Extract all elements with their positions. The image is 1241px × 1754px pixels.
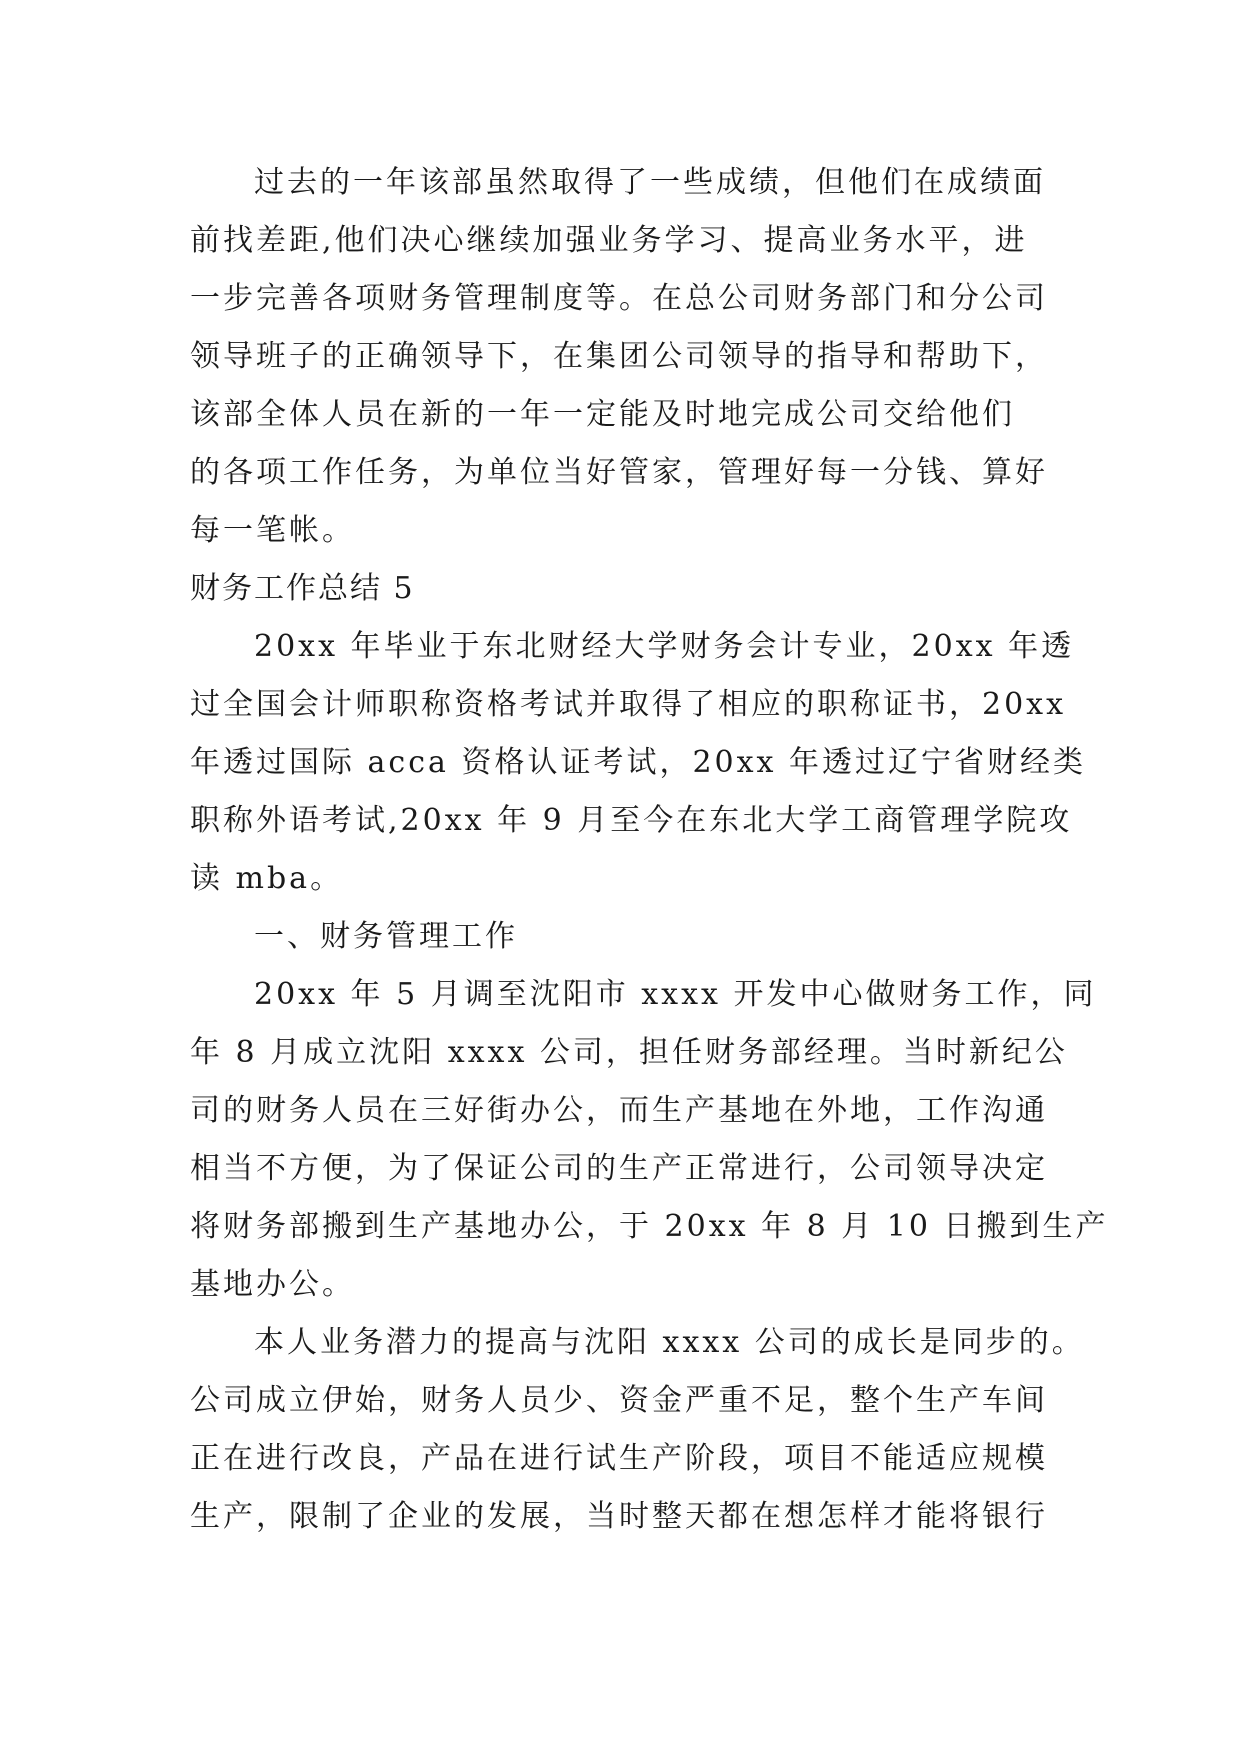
text-line: 20xx 年毕业于东北财经大学财务会计专业，20xx 年透 [254, 629, 1075, 664]
text-line: 一、财务管理工作 [254, 919, 518, 954]
text-line: 过全国会计师职称资格考试并取得了相应的职称证书，20xx [190, 687, 1067, 722]
section-heading: 财务工作总结 5 [190, 571, 415, 606]
text-line: 读 mba。 [190, 861, 344, 896]
document-body [190, 154, 1109, 1546]
text-line: 20xx 年 5 月调至沈阳市 xxxx 开发中心做财务工作，同 [254, 977, 1097, 1012]
text-line: 职称外语考试,20xx 年 9 月至今在东北大学工商管理学院攻 [190, 803, 1073, 838]
text-line: 正在进行改良，产品在进行试生产阶段，项目不能适应规模 [190, 1441, 1048, 1476]
text-line: 领导班子的正确领导下，在集团公司领导的指导和帮助下， [190, 339, 1048, 374]
text-line: 过去的一年该部虽然取得了一些成绩，但他们在成绩面 [254, 165, 1046, 200]
text-line: 前找差距,他们决心继续加强业务学习、提高业务水平，进 [190, 223, 1028, 258]
text-line: 本人业务潜力的提高与沈阳 xxxx 公司的成长是同步的。 [254, 1325, 1085, 1360]
text-line: 司的财务人员在三好街办公，而生产基地在外地，工作沟通 [190, 1093, 1048, 1128]
text-line: 年 8 月成立沈阳 xxxx 公司，担任财务部经理。当时新纪公 [190, 1035, 1068, 1070]
text-line: 公司成立伊始，财务人员少、资金严重不足，整个生产车间 [190, 1383, 1048, 1418]
text-line: 将财务部搬到生产基地办公，于 20xx 年 8 月 10 日搬到生产 [190, 1209, 1109, 1244]
text-line: 的各项工作任务，为单位当好管家，管理好每一分钱、算好 [190, 455, 1048, 490]
text-line: 相当不方便，为了保证公司的生产正常进行，公司领导决定 [190, 1151, 1048, 1186]
text-line: 每一笔帐。 [190, 513, 355, 548]
text-line: 该部全体人员在新的一年一定能及时地完成公司交给他们 [190, 397, 1015, 432]
text-line: 年透过国际 acca 资格认证考试，20xx 年透过辽宁省财经类 [190, 745, 1086, 780]
text-line: 一步完善各项财务管理制度等。在总公司财务部门和分公司 [190, 281, 1048, 316]
text-line: 生产，限制了企业的发展，当时整天都在想怎样才能将银行 [190, 1499, 1048, 1534]
text-line: 基地办公。 [190, 1267, 355, 1302]
